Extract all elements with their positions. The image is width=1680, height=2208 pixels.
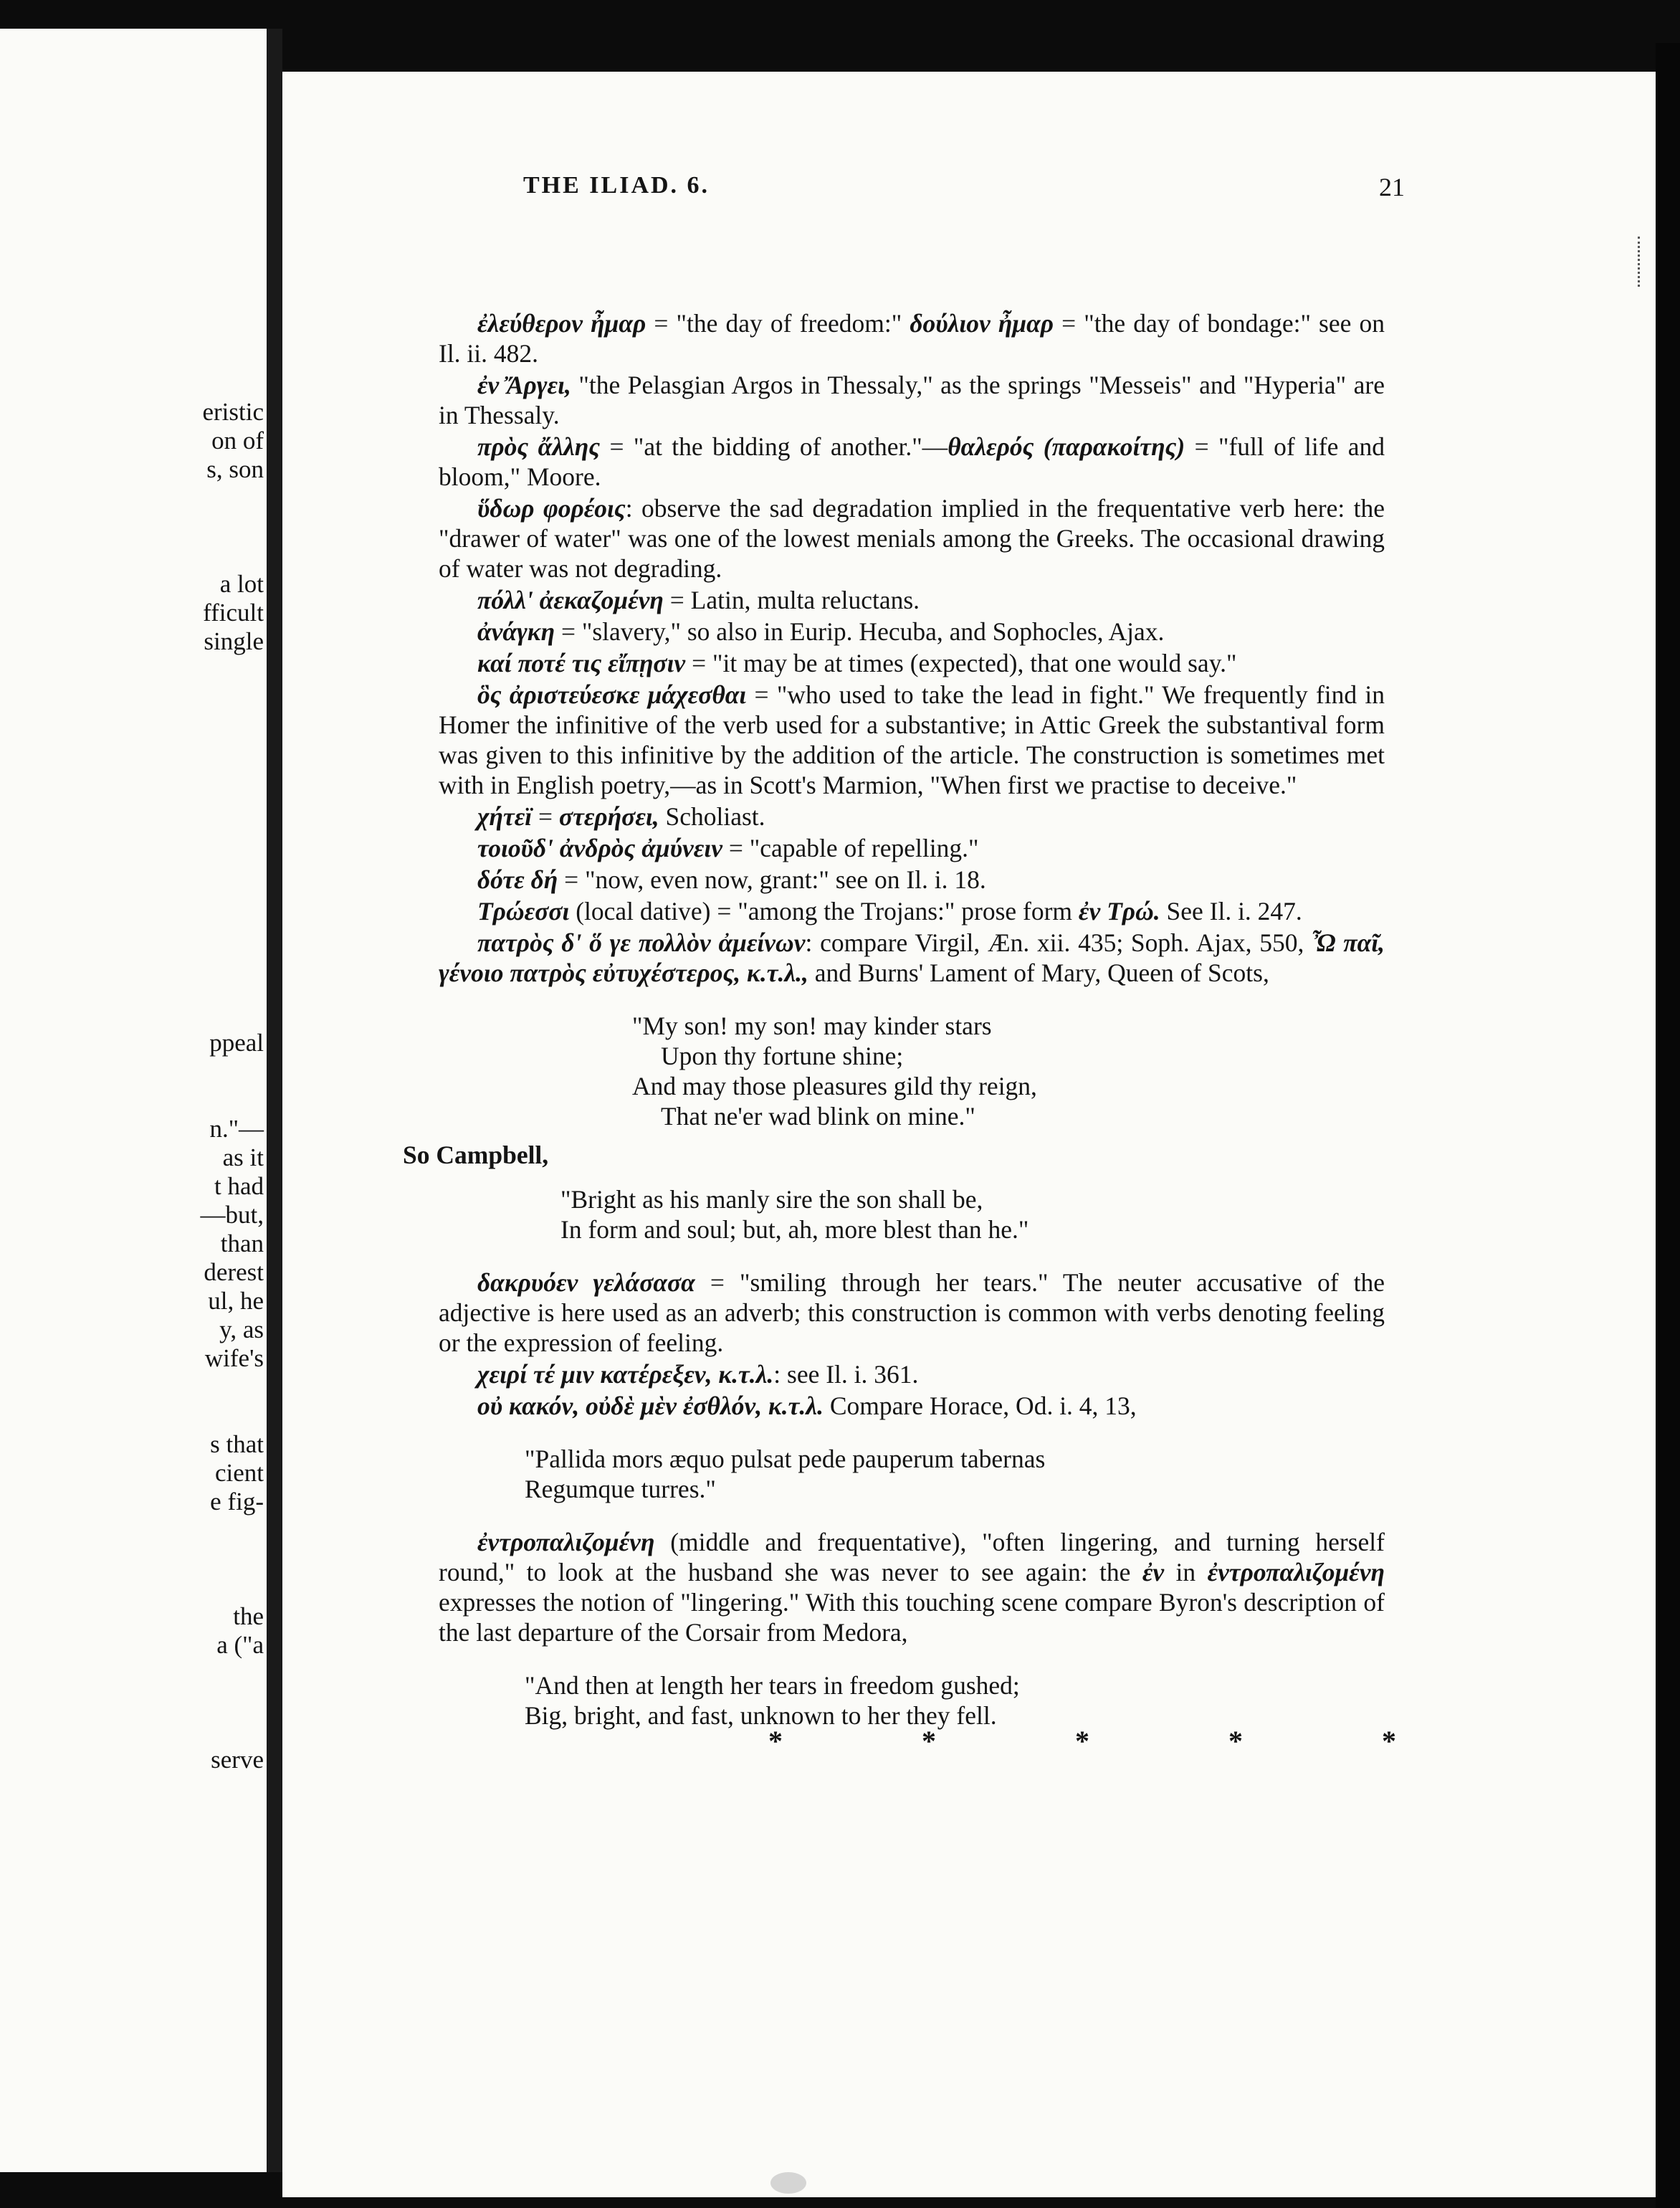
page-edge-shadow bbox=[1656, 43, 1680, 2208]
left-page-fragment: than bbox=[220, 1229, 264, 1257]
note-text: = "who used to take the lead in fight." We frequently find in Homer the infinitive of the verb used for a substantive; in Attic Greek the substantival form was given to this infinitive by the addition of the article. The construction is sometimes met with in English poetry,—as in Scott's Marmion, "When first we practise to deceive." bbox=[439, 680, 1385, 799]
note-paragraph bbox=[439, 648, 1385, 678]
greek-lemma: καί ποτέ τις εἴπῃσιν bbox=[477, 649, 686, 677]
note-paragraph bbox=[439, 308, 1385, 368]
left-page-fragment: derest bbox=[204, 1258, 264, 1286]
greek-lemma: πατρὸς δ' ὅ γε πολλὸν ἀμείνων bbox=[477, 928, 806, 957]
quote-line: Upon thy fortune shine; bbox=[661, 1042, 904, 1070]
note-paragraph bbox=[439, 493, 1385, 584]
greek-lemma: ὕδωρ φορέοις bbox=[477, 494, 626, 523]
greek-lemma: ἐλεύθερον ἦμαρ bbox=[477, 309, 646, 338]
left-page-fragment: a ("a bbox=[216, 1631, 264, 1659]
greek-lemma: θαλερός (παρακοίτης) bbox=[948, 432, 1185, 461]
left-page-fragment: cient bbox=[214, 1459, 264, 1487]
note-paragraph bbox=[439, 896, 1385, 926]
left-page-fragment: ppeal bbox=[209, 1029, 264, 1057]
page-stain bbox=[770, 2172, 806, 2194]
greek-lemma: δούλιον ἦμαρ bbox=[910, 309, 1054, 338]
greek-lemma: ὃς ἀριστεύεσκε μάχεσθαι bbox=[477, 680, 747, 709]
note-paragraph bbox=[439, 1359, 1385, 1389]
greek-lemma: οὐ κακόν, οὐδὲ μὲν ἐσθλόν, κ.τ.λ. bbox=[477, 1391, 824, 1420]
greek-lemma: πρὸς ἄλλης bbox=[477, 432, 601, 461]
note-text: : see Il. i. 361. bbox=[773, 1360, 919, 1389]
page-header bbox=[523, 172, 1405, 208]
note-paragraph bbox=[439, 617, 1385, 647]
note-text: = "the day of bondage:" see on Il. ii. 482. bbox=[439, 309, 1385, 368]
note-paragraph bbox=[439, 1391, 1385, 1421]
horace-quote bbox=[525, 1444, 1385, 1504]
note-text: and Burns' Lament of Mary, Queen of Scots, bbox=[808, 958, 1269, 987]
note-text: = "capable of repelling." bbox=[722, 834, 979, 862]
greek-lemma: δότε δή bbox=[477, 865, 558, 894]
greek-lemma: ἐντροπαλιζομένη bbox=[1207, 1558, 1385, 1586]
left-page-fragment: —but, bbox=[200, 1201, 264, 1229]
left-page-fragment: eristic bbox=[202, 398, 264, 426]
left-page-fragment: s that bbox=[210, 1430, 264, 1458]
book-gutter bbox=[267, 29, 282, 2172]
left-page-fragment: s, son bbox=[206, 455, 264, 483]
greek-lemma: ἐν Τρώ. bbox=[1078, 897, 1160, 925]
left-page-fragment: as it bbox=[222, 1143, 264, 1171]
left-page-fragment: serve bbox=[211, 1746, 264, 1774]
byron-quote bbox=[525, 1670, 1462, 1757]
note-text: in bbox=[1164, 1558, 1208, 1586]
note-text: : observe the sad degradation implied in the frequentative verb here: the "drawer of water" was one of the lowest menials among the Greeks. The occasional drawing of water was not degrading. bbox=[439, 494, 1385, 583]
note-text: = Latin, multa reluctans. bbox=[663, 586, 920, 614]
quote-line: "And then at length her tears in freedom gushed; bbox=[525, 1671, 1020, 1700]
note-text: = "at the bidding of another."— bbox=[600, 432, 948, 461]
note-paragraph bbox=[439, 585, 1385, 615]
note-paragraph bbox=[439, 370, 1385, 430]
left-page-fragment: ul, he bbox=[208, 1287, 264, 1315]
quote-line: In form and soul; but, ah, more blest than he." bbox=[560, 1215, 1029, 1244]
note-text: (local dative) = "among the Trojans:" prose form bbox=[569, 897, 1079, 925]
greek-lemma: ἐν bbox=[1142, 1558, 1165, 1586]
note-text: = "it may be at times (expected), that one would say." bbox=[685, 649, 1237, 677]
campbell-intro: So Campbell, bbox=[403, 1141, 549, 1169]
note-text: Scholiast. bbox=[659, 802, 765, 831]
left-page-fragment: on of bbox=[211, 427, 264, 455]
note-text: Compare Horace, Od. i. 4, 13, bbox=[823, 1391, 1137, 1420]
greek-lemma: χειρί τέ μιν κατέρεξεν, κ.τ.λ. bbox=[477, 1360, 774, 1389]
left-page-fragment: wife's bbox=[204, 1344, 264, 1372]
note-text: expresses the notion of "lingering." With this touching scene compare Byron's description of the last departure of the Corsair from Medora, bbox=[439, 1588, 1385, 1647]
greek-lemma: στερήσει, bbox=[558, 802, 659, 831]
quote-line: Big, bright, and fast, unknown to her they fell. bbox=[525, 1701, 997, 1730]
left-page-fragment: a lot bbox=[219, 570, 264, 598]
note-text: = "full of life and bloom," Moore. bbox=[439, 432, 1385, 491]
greek-lemma: τοιοῦδ' ἀνδρὸς ἀμύνειν bbox=[477, 834, 722, 862]
note-paragraph bbox=[439, 833, 1385, 863]
greek-lemma: δακρυόεν γελάσασα bbox=[477, 1268, 695, 1297]
greek-lemma: χήτεϊ bbox=[477, 802, 533, 831]
note-paragraph bbox=[439, 680, 1385, 800]
note-paragraph bbox=[439, 1527, 1385, 1647]
greek-lemma: ἐν Ἄργει, bbox=[477, 371, 571, 399]
greek-lemma: Ὦ παῖ, γένοιο πατρὸς εὐτυχέστερος, κ.τ.λ., bbox=[439, 928, 1385, 987]
note-text: = bbox=[532, 802, 559, 831]
greek-lemma: ἐντροπαλιζομένη bbox=[477, 1528, 655, 1556]
note-text: "the Pelasgian Argos in Thessaly," as the springs "Messeis" and "Hyperia" are in Thessaly. bbox=[439, 371, 1385, 429]
burns-quote bbox=[632, 1011, 1385, 1131]
left-page-fragment: the bbox=[233, 1602, 264, 1630]
note-paragraph bbox=[439, 432, 1385, 492]
note-paragraph bbox=[439, 801, 1385, 832]
left-page-fragment: e fig- bbox=[210, 1488, 264, 1515]
left-page-fragment: t had bbox=[214, 1172, 264, 1200]
page-number: 21 bbox=[1379, 173, 1405, 201]
quote-line: Regumque turres." bbox=[525, 1475, 716, 1503]
campbell-quote bbox=[560, 1184, 1385, 1245]
left-page-fragment: fficult bbox=[203, 599, 264, 627]
note-paragraph bbox=[439, 865, 1385, 895]
quote-line: That ne'er wad blink on mine." bbox=[661, 1102, 975, 1131]
notes-block-2 bbox=[439, 1267, 1385, 1421]
quote-line: "Pallida mors æquo pulsat pede pauperum tabernas bbox=[525, 1445, 1046, 1473]
note-text: : compare Virgil, Æn. xii. 435; Soph. Ajax, 550, bbox=[805, 928, 1312, 957]
left-page bbox=[0, 29, 267, 2172]
greek-lemma: ἀνάγκη bbox=[477, 617, 555, 646]
binding-dots bbox=[1638, 237, 1643, 287]
note-text: See Il. i. 247. bbox=[1160, 897, 1302, 925]
note-paragraph bbox=[439, 1267, 1385, 1358]
left-page-fragment: single bbox=[204, 627, 264, 655]
greek-lemma: πόλλ' ἀεκαζομένη bbox=[477, 586, 664, 614]
note-text: = "the day of freedom:" bbox=[646, 309, 910, 338]
left-page-fragment: n."— bbox=[209, 1115, 264, 1143]
notes-block-3 bbox=[439, 1527, 1385, 1647]
commentary-text bbox=[403, 308, 1462, 1779]
quote-line: "My son! my son! may kinder stars bbox=[632, 1012, 992, 1040]
quote-line: And may those pleasures gild thy reign, bbox=[632, 1072, 1037, 1100]
ellipsis-stars: * * * * * bbox=[768, 1725, 1462, 1757]
note-text: (middle and frequentative), "often lingering, and turning herself round," to look at the husband she was never to see again: the bbox=[439, 1528, 1385, 1586]
greek-lemma: Τρώεσσι bbox=[477, 897, 570, 925]
note-text: = "slavery," so also in Eurip. Hecuba, and Sophocles, Ajax. bbox=[555, 617, 1165, 646]
note-paragraph bbox=[439, 928, 1385, 988]
note-text: = "now, even now, grant:" see on Il. i. 18. bbox=[558, 865, 986, 894]
notes-block-1 bbox=[439, 308, 1385, 988]
note-text: = "smiling through her tears." The neuter accusative of the adjective is here used as an adverb; this construction is common with verbs denoting feeling or the expression of feeling. bbox=[439, 1268, 1385, 1357]
running-title: THE ILIAD. 6. bbox=[523, 172, 710, 199]
quote-line: "Bright as his manly sire the son shall be, bbox=[560, 1185, 983, 1214]
left-page-fragment: y, as bbox=[219, 1315, 264, 1343]
